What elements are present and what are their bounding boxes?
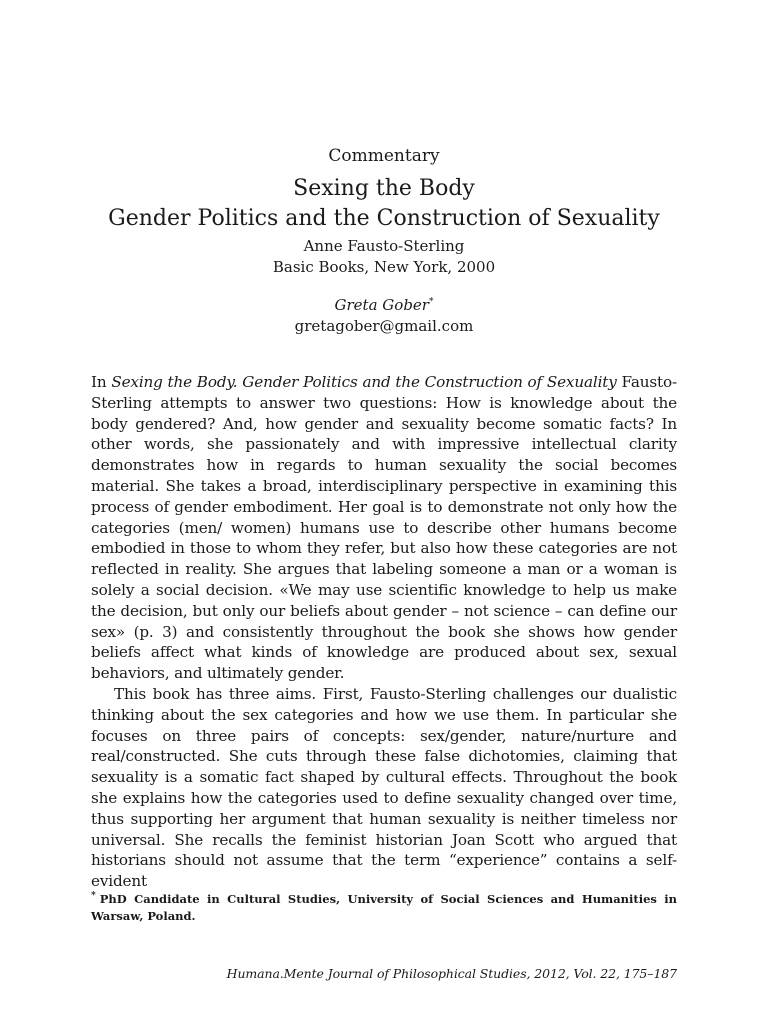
article-body	[91, 372, 677, 892]
paragraph-1-text: Fausto-Sterling attempts to answer two questions: How is knowledge about the body gendered? And, how gender and sexuality become somatic facts? In other words, she passionately and with impressive intellectual clarity demonstrates how in regards to human sexuality the social becomes material. She takes a broad, interdisciplinary perspective in examining this process of gender embodiment. Her goal is to demonstrate not only how the categories (men/ women) humans use to describe other humans become embodied in those to whom they refer, but also how these categories are not reflected in reality. She argues that labeling someone a man or a woman is solely a social decision. «We may use scientific knowledge to help us make the decision, but only our beliefs about gender – not science – can define our sex» (p. 3) and consistently throughout the book she shows how gender beliefs affect what kinds of knowledge are produced about sex, sexual behaviors, and ultimately gender.	[91, 373, 677, 683]
book-title-italic: Sexing the Body. Gender Politics and the Construction of Sexuality	[111, 373, 617, 391]
footnote	[91, 888, 677, 925]
paragraph-1	[91, 372, 677, 684]
section-kind: Commentary	[328, 146, 440, 166]
book-author: Anne Fausto-Sterling	[303, 237, 465, 255]
footnote-text: PhD Candidate in Cultural Studies, University of Social Sciences and Humanities in Warsaw, Poland.	[91, 891, 677, 923]
reviewer-email[interactable]: gretagober@gmail.com	[294, 317, 474, 335]
footnote-mark: *	[91, 891, 96, 901]
paragraph-2: This book has three aims. First, Fausto-Sterling challenges our dualistic thinking about the sex categories and how we use them. In particular she focuses on three pairs of concepts: sex/gender, nature/nurture and real/constructed. She cuts through these false dichotomies, claiming that sexuality is a somatic fact shaped by cultural effects. Throughout the book she explains how the categories used to define sexuality changed over time, thus supporting her argument that human sexuality is neither timeless nor universal. She recalls the feminist historian Joan Scott who argued that historians should not assume that the term “experience” contains a self-evident	[91, 684, 677, 891]
book-subtitle: Gender Politics and the Construction of Sexuality	[108, 206, 660, 231]
reviewer-name	[0, 296, 768, 314]
reviewer-name-text: Greta Gober	[334, 296, 429, 314]
book-publisher: Basic Books, New York, 2000	[272, 258, 496, 276]
journal-citation: Humana.Mente Journal of Philosophical Studies, 2012, Vol. 22, 175–187	[226, 966, 677, 981]
paragraph-1-lead: In	[91, 373, 112, 391]
book-title: Sexing the Body	[293, 176, 475, 201]
footnote-reference-mark: *	[428, 297, 434, 307]
